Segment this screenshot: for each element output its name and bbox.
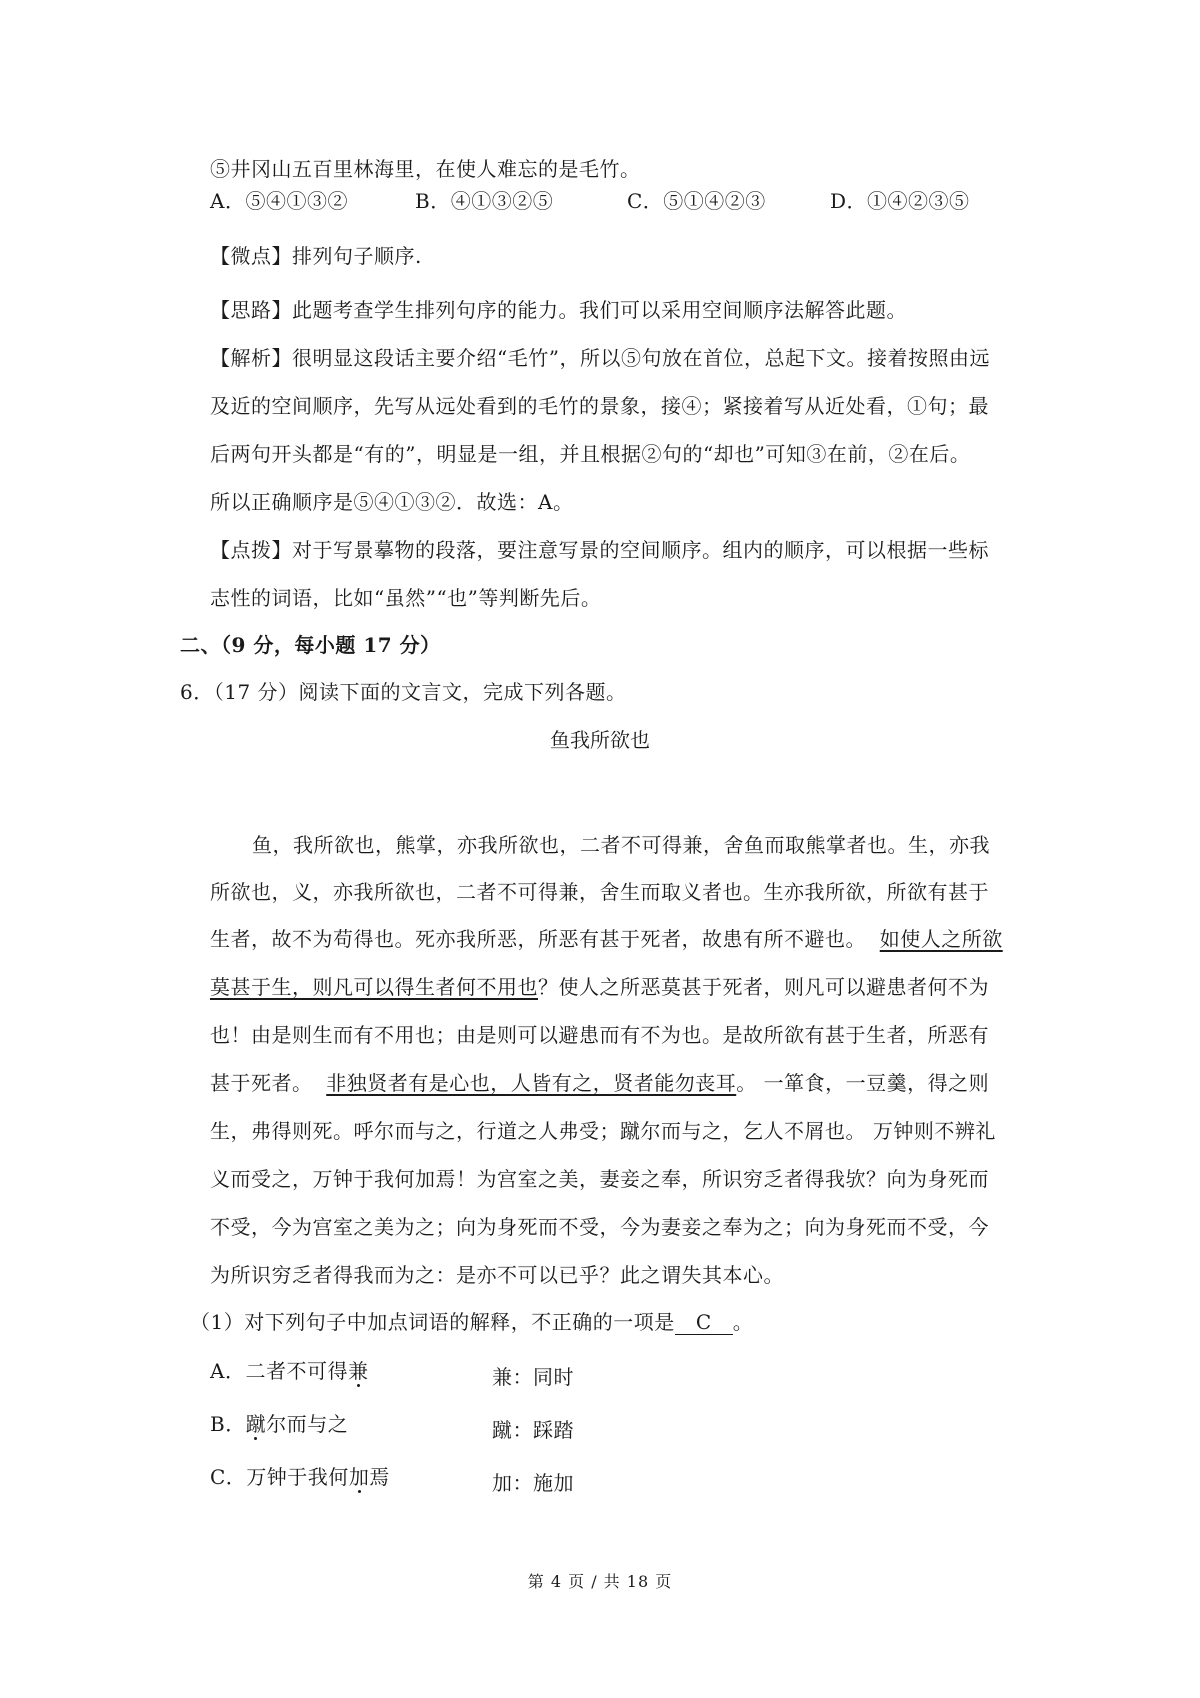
passage-line-4 bbox=[210, 972, 989, 1002]
option-b: B．④①③②⑤ bbox=[415, 189, 554, 213]
passage-text: 。 一箪食，一豆羹，得之则 bbox=[736, 1071, 990, 1095]
gloss-a: 兼：同时 bbox=[492, 1365, 574, 1389]
section-heading: 二、（9 分，每小题 17 分） bbox=[180, 633, 441, 657]
passage-text: ？使人之所恶莫甚于死者，则凡可以避患者何不为 bbox=[538, 975, 989, 999]
option-row bbox=[0, 186, 1200, 216]
passage-line-1: 鱼，我所欲也，熊掌，亦我所欲也，二者不可得兼，舍鱼而取熊掌者也。生，亦我 bbox=[252, 833, 990, 857]
option-label: C． bbox=[210, 1465, 247, 1489]
passage-line-6 bbox=[210, 1068, 989, 1098]
passage-line-2: 所欲也，义，亦我所欲也，二者不可得兼，舍生而取义者也。生亦我所欲，所欲有甚于 bbox=[210, 880, 989, 904]
subquestion-end: 。 bbox=[732, 1310, 754, 1334]
jiexi-line-3: 后两句开头都是“有的”，明显是一组，并且根据②句的“却也”可知③在前，②在后。 bbox=[210, 442, 971, 466]
underlined-text: 如使人之所欲 bbox=[879, 927, 1003, 951]
jiexi-line-2: 及近的空间顺序，先写从远处看到的毛竹的景象，接④；紧接着写从近处看，①句；最 bbox=[210, 394, 989, 418]
jiexi-line-1: 【解析】很明显这段话主要介绍“毛竹”，所以⑤句放在首位，总起下文。接着按照由远 bbox=[210, 346, 990, 370]
option-text: 万钟于我何 bbox=[246, 1465, 349, 1489]
option-label: A． bbox=[210, 1359, 246, 1383]
underlined-text: 莫甚于生，则凡可以得生者何不用也 bbox=[210, 975, 538, 999]
sub1-option-c bbox=[210, 1462, 390, 1492]
gloss-b: 蹴：踩踏 bbox=[492, 1418, 574, 1442]
page-footer: 第 4 页 / 共 18 页 bbox=[527, 1572, 673, 1591]
sub1-option-b bbox=[210, 1409, 348, 1439]
weidian: 【微点】排列句子顺序. bbox=[210, 244, 422, 268]
option-text: 焉 bbox=[369, 1465, 390, 1489]
subquestion-prompt: （1）对下列句子中加点词语的解释，不正确的一项是 bbox=[190, 1310, 675, 1334]
dotted-char: 加 bbox=[348, 1465, 370, 1489]
dotted-char: 兼 bbox=[347, 1359, 369, 1383]
passage-line-3 bbox=[210, 924, 1003, 954]
passage-line-8: 义而受之，万钟于我何加焉！为宫室之美，妻妾之奉，所识穷乏者得我欤？向为身死而 bbox=[210, 1167, 989, 1191]
passage-text: 甚于死者。 bbox=[210, 1071, 313, 1095]
sentence-5: ⑤井冈山五百里林海里，在使人难忘的是毛竹。 bbox=[210, 157, 641, 181]
sub1-option-a bbox=[210, 1356, 368, 1386]
underlined-text: 非独贤者有是心也，人皆有之，贤者能勿丧耳 bbox=[326, 1071, 737, 1095]
option-d: D．①④②③⑤ bbox=[830, 189, 970, 213]
dianbo-line-1: 【点拨】对于写景摹物的段落，要注意写景的空间顺序。组内的顺序，可以根据一些标 bbox=[210, 538, 989, 562]
passage-line-9: 不受，今为宫室之美为之；向为身死而不受，今为妻妾之奉为之；向为身死而不受，今 bbox=[210, 1215, 989, 1239]
subquestion-1 bbox=[190, 1307, 753, 1337]
jiexi-line-4: 所以正确顺序是⑤④①③②．故选：A。 bbox=[210, 490, 574, 514]
option-text: 尔而与之 bbox=[266, 1412, 349, 1436]
option-a: A．⑤④①③② bbox=[210, 189, 348, 213]
passage-line-10: 为所识穷乏者得我而为之：是亦不可以已乎？此之谓失其本心。 bbox=[210, 1263, 784, 1287]
gloss-c: 加：施加 bbox=[492, 1471, 574, 1495]
dotted-char: 蹴 bbox=[245, 1412, 267, 1436]
passage-line-5: 也！由是则生而有不用也；由是则可以避患而有不为也。是故所欲有甚于生者，所恶有 bbox=[210, 1023, 989, 1047]
passage-line-7: 生，弗得则死。呼尔而与之，行道之人弗受；蹴尔而与之，乞人不屑也。 万钟则不辨礼 bbox=[210, 1119, 996, 1143]
option-c: C．⑤①④②③ bbox=[627, 189, 766, 213]
passage-title: 鱼我所欲也 bbox=[550, 728, 650, 752]
passage-text: 生者，故不为苟得也。死亦我所恶，所恶有甚于死者，故患有所不避也。 bbox=[210, 927, 866, 951]
option-label: B． bbox=[210, 1412, 246, 1436]
question-stem: 6．（17 分）阅读下面的文言文，完成下列各题。 bbox=[180, 680, 627, 704]
option-text: 二者不可得 bbox=[245, 1359, 348, 1383]
answer-blank: C bbox=[675, 1310, 733, 1335]
dianbo-line-2: 志性的词语，比如“虽然”“也”等判断先后。 bbox=[210, 586, 602, 610]
silu: 【思路】此题考查学生排列句序的能力。我们可以采用空间顺序法解答此题。 bbox=[210, 298, 907, 322]
